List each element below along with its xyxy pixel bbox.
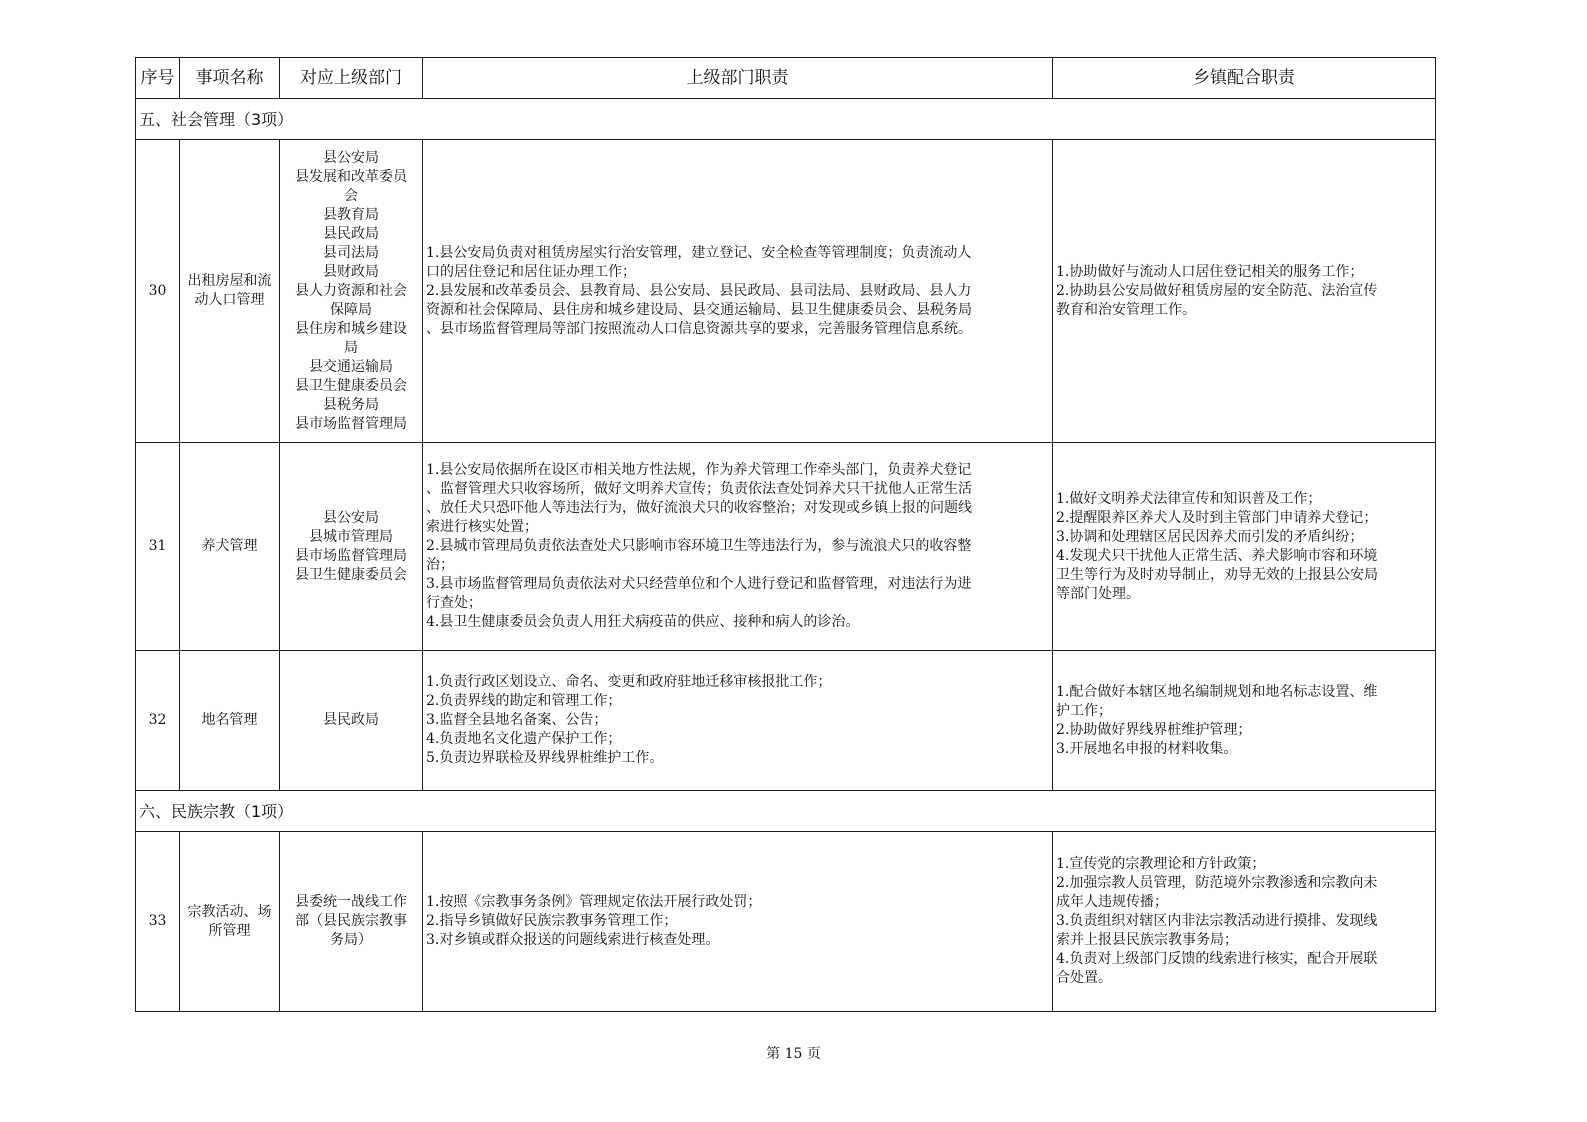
- text-line: 索进行核实处置；: [426, 519, 538, 535]
- text-line: 资源和社会保障局、县住房和城乡建设局、县交通运输局、县卫生健康委员会、县税务局: [426, 301, 972, 318]
- text-line: 、监督管理犬只收容场所，做好文明养犬宣传；负责依法查处饲养犬只干扰他人正常生活: [426, 481, 972, 497]
- text-line: 会: [344, 187, 358, 204]
- text-line: 局: [344, 339, 358, 356]
- text-line: 2.加强宗教人员管理，防范境外宗教渗透和宗教向未: [1056, 875, 1378, 891]
- text-line: 县市场监督管理局: [295, 547, 407, 564]
- text-line: 、放任犬只恐吓他人等违法行为，做好流浪犬只的收容整治；对发现或乡镇上报的问题线: [426, 500, 972, 516]
- section-row: [136, 99, 1436, 140]
- text-line: 卫生等行为及时劝导制止，劝导无效的上报县公安局: [1056, 566, 1378, 583]
- text-line: 等部门处理。: [1056, 585, 1140, 602]
- item-name: [180, 832, 280, 1012]
- text-line: 2.协助做好界线界桩维护管理；: [1056, 721, 1252, 738]
- section-title: 六、民族宗教（1项）: [136, 791, 1436, 832]
- text-line: 3.协调和处理辖区居民因养犬而引发的矛盾纠纷；: [1056, 528, 1364, 545]
- section-row: [136, 791, 1436, 832]
- table-row: [136, 832, 1436, 1012]
- text-line: 3.开展地名申报的材料收集。: [1056, 740, 1238, 757]
- section-title: 五、社会管理（3项）: [136, 99, 1436, 140]
- row-number: 33: [136, 832, 180, 1012]
- text-line: 县教育局: [323, 206, 379, 223]
- text-line: 县司法局: [323, 244, 379, 261]
- text-line: 宗教活动、场: [187, 903, 272, 920]
- table-row: [136, 651, 1436, 791]
- item-name: [180, 651, 280, 791]
- text-line: 2.协助县公安局做好租赁房屋的安全防范、法治宣传: [1056, 282, 1378, 299]
- text-line: 动人口管理: [194, 292, 265, 308]
- duty-text: [423, 832, 1053, 1012]
- coop-text: [1053, 651, 1436, 791]
- text-line: 县城市管理局: [309, 528, 393, 545]
- dept-list: [280, 140, 423, 443]
- text-line: 1.按照《宗教事务条例》管理规定依法开展行政处罚；: [426, 894, 762, 910]
- text-line: 3.县市场监督管理局负责依法对犬只经营单位和个人进行登记和监督管理，对违法行为进: [426, 576, 972, 592]
- text-line: 县财政局: [323, 263, 379, 280]
- text-line: 4.负责地名文化遗产保护工作；: [426, 731, 622, 747]
- text-line: 县卫生健康委员会: [295, 566, 407, 583]
- text-line: 4.县卫生健康委员会负责人用狂犬病疫苗的供应、接种和病人的诊治。: [426, 614, 860, 630]
- duty-text: [423, 140, 1053, 443]
- row-number: 32: [136, 651, 180, 791]
- text-line: 3.负责组织对辖区内非法宗教活动进行摸排、发现线: [1056, 913, 1378, 929]
- header-no: 序号: [136, 58, 180, 99]
- dept-list: [280, 443, 423, 651]
- text-line: 2.负责界线的勘定和管理工作；: [426, 693, 622, 709]
- text-line: 1.县公安局依据所在设区市相关地方性法规，作为养犬管理工作牵头部门，负责养犬登记: [426, 462, 972, 478]
- text-line: 县发展和改革委员: [295, 168, 407, 185]
- row-number: 30: [136, 140, 180, 443]
- text-line: 县市场监督管理局: [295, 415, 407, 432]
- text-line: 治；: [426, 557, 454, 573]
- text-line: 部（县民族宗教事: [295, 913, 407, 929]
- duty-text: [423, 443, 1053, 651]
- text-line: 县委统一战线工作: [295, 894, 407, 910]
- text-line: 出租房屋和流: [187, 273, 272, 289]
- text-line: 县卫生健康委员会: [295, 377, 407, 394]
- coop-text: [1053, 832, 1436, 1012]
- text-line: 1.做好文明养犬法律宣传和知识普及工作；: [1056, 490, 1322, 507]
- text-line: 1.负责行政区划设立、命名、变更和政府驻地迁移审核报批工作；: [426, 674, 832, 690]
- coop-text: [1053, 140, 1436, 443]
- text-line: 养犬管理: [201, 538, 258, 554]
- text-line: 2.提醒限养区养犬人及时到主管部门申请养犬登记；: [1056, 509, 1378, 526]
- item-name: [180, 140, 280, 443]
- dept-list: [280, 651, 423, 791]
- text-line: 地名管理: [201, 712, 258, 728]
- text-line: 4.负责对上级部门反馈的线索进行核实，配合开展联: [1056, 951, 1378, 967]
- text-line: 成年人违规传播；: [1056, 894, 1168, 910]
- text-line: 4.发现犬只干扰他人正常生活、养犬影响市容和环境: [1056, 547, 1378, 564]
- table-row: [136, 443, 1436, 651]
- coop-text: [1053, 443, 1436, 651]
- header-item-name: 事项名称: [180, 58, 280, 99]
- text-line: 行查处；: [426, 595, 482, 611]
- text-line: 县住房和城乡建设: [295, 320, 407, 337]
- text-line: 2.县发展和改革委员会、县教育局、县公安局、县民政局、县司法局、县财政局、县人力: [426, 282, 972, 299]
- text-line: 1.宣传党的宗教理论和方针政策；: [1056, 856, 1266, 872]
- row-number: 31: [136, 443, 180, 651]
- text-line: 县税务局: [323, 396, 379, 413]
- text-line: 2.指导乡镇做好民族宗教事务管理工作；: [426, 913, 678, 929]
- item-name: [180, 443, 280, 651]
- text-line: 1.县公安局负责对租赁房屋实行治安管理，建立登记、安全检查等管理制度；负责流动人: [426, 244, 972, 261]
- text-line: 县公安局: [323, 509, 379, 526]
- text-line: 县民政局: [323, 225, 379, 242]
- header-duty: 上级部门职责: [423, 58, 1053, 99]
- dept-list: [280, 832, 423, 1012]
- text-line: 县民政局: [323, 712, 379, 728]
- text-line: 教育和治安管理工作。: [1056, 301, 1196, 318]
- table-row: [136, 140, 1436, 443]
- header-coop: 乡镇配合职责: [1053, 58, 1436, 99]
- text-line: 县公安局: [323, 149, 379, 166]
- text-line: 护工作；: [1056, 702, 1112, 719]
- text-line: 索并上报县民族宗教事务局；: [1056, 932, 1238, 948]
- text-line: 、县市场监督管理局等部门按照流动人口信息资源共享的要求，完善服务管理信息系统。: [426, 320, 972, 337]
- header-row: [136, 58, 1436, 99]
- text-line: 务局）: [330, 932, 372, 948]
- text-line: 县交通运输局: [309, 358, 393, 375]
- text-line: 保障局: [330, 301, 372, 318]
- page-number: 第 15 页: [766, 1046, 821, 1062]
- text-line: 3.监督全县地名备案、公告；: [426, 712, 608, 728]
- text-line: 所管理: [208, 922, 251, 939]
- text-line: 3.对乡镇或群众报送的问题线索进行核查处理。: [426, 932, 720, 948]
- text-line: 1.配合做好本辖区地名编制规划和地名标志设置、维: [1056, 683, 1378, 700]
- text-line: 1.协助做好与流动人口居住登记相关的服务工作；: [1056, 263, 1364, 280]
- text-line: 5.负责边界联检及界线界桩维护工作。: [426, 750, 664, 766]
- text-line: 县人力资源和社会: [295, 282, 407, 299]
- text-line: 合处置。: [1056, 970, 1112, 986]
- header-dept: 对应上级部门: [280, 58, 423, 99]
- text-line: 2.县城市管理局负责依法查处犬只影响市容环境卫生等违法行为，参与流浪犬只的收容整: [426, 538, 972, 554]
- duty-table: [135, 57, 1436, 1012]
- text-line: 口的居住登记和居住证办理工作；: [426, 263, 636, 280]
- duty-text: [423, 651, 1053, 791]
